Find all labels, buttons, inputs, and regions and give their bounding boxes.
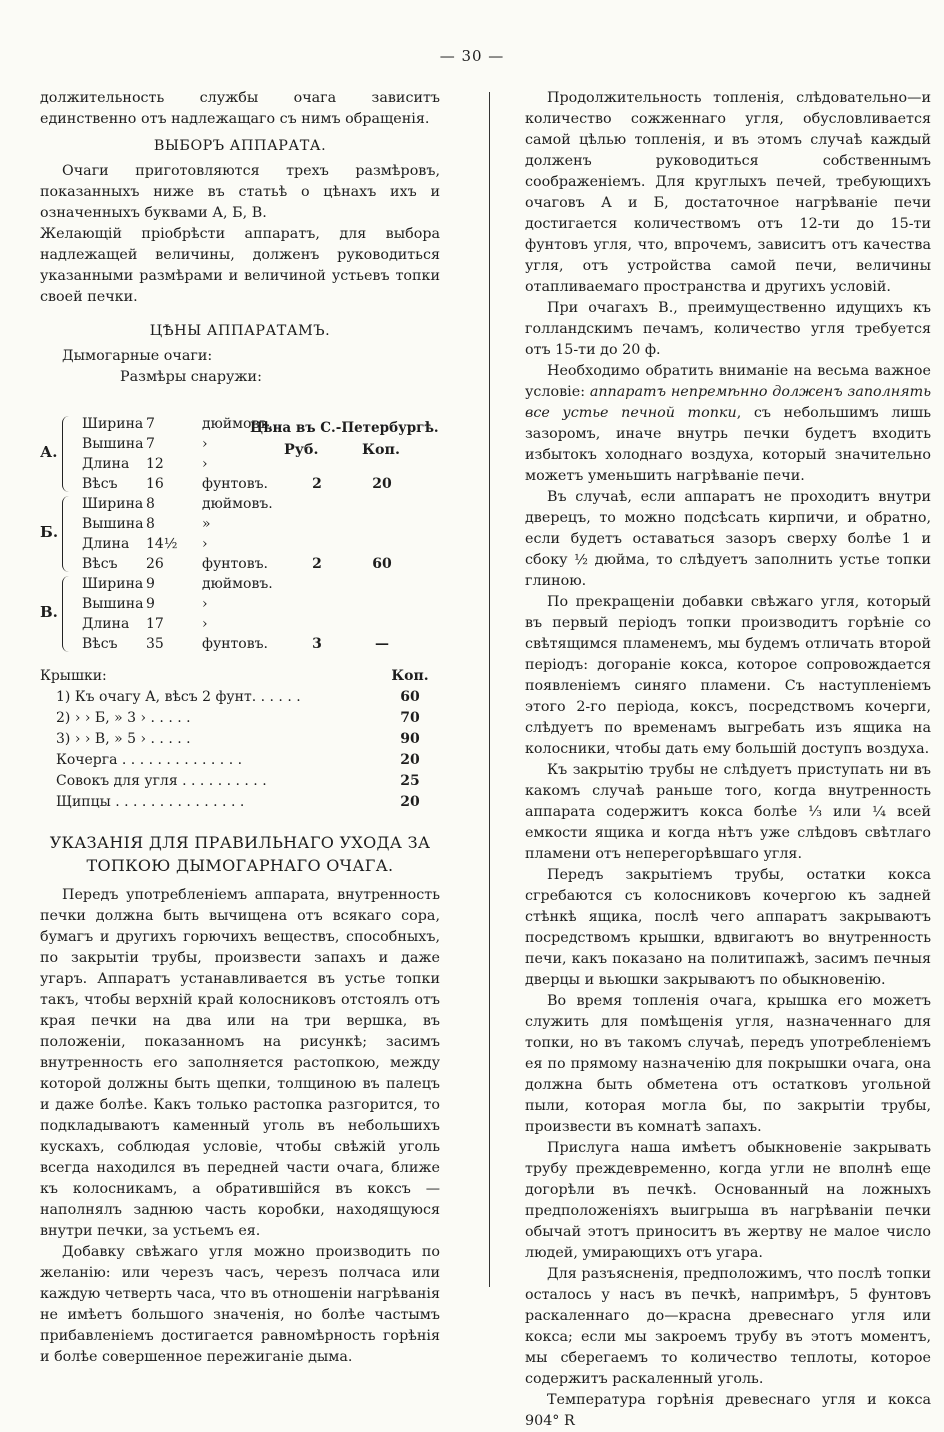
dimension-unit: дюймовъ.: [202, 416, 273, 432]
table-row: [40, 534, 440, 554]
dimension-value: 8: [146, 516, 155, 532]
subheading: Размѣры снаружи:: [120, 369, 262, 385]
dimension-unit: ›: [202, 436, 208, 452]
dimension-unit: »: [202, 516, 211, 532]
paragraph: Продолжительность топленія, слѣдовательно—и количество сожженнаго угля, обусловливается самой цѣлью топленія, и въ этомъ случаѣ каждый долженъ руководиться собственнымъ соображеніемъ. Для круглыхъ печей, требующихъ очаговъ А и Б, достаточное нагрѣваніе печи достигается количествомъ отъ 12-ти до 15-ти фунтовъ угля, что, впрочемъ, зависитъ отъ качества угля, отъ устройства самой печи, величины отапливаемаго пространства и другихъ условій.: [525, 90, 931, 295]
dimension-name: Вѣсъ: [82, 556, 118, 572]
dimension-name: Длина: [82, 536, 130, 552]
page-number: — 30 —: [439, 47, 505, 65]
lids-label: Крышки:: [40, 668, 107, 684]
table-row: [40, 634, 440, 654]
price-kop: —: [375, 636, 389, 652]
column-divider: [489, 92, 490, 1287]
sizes-price-table: [40, 392, 440, 664]
paragraph: Прислуга наша имѣетъ обыкновеніе закрывать трубу преждевременно, когда угли не вполнѣ еще догорѣли въ печкѣ. Основанный на ложныхъ предположеніяхъ выигрыша въ нагрѣваніи печки обычай этотъ приноситъ въ жертву не малое число людей, умирающихъ отъ угара.: [525, 1140, 931, 1261]
paragraph: должительность службы очага зависитъ единственно отъ надлежащаго съ нимъ обращенія.: [40, 90, 440, 127]
dimension-unit: ›: [202, 536, 208, 552]
group-letter: А.: [40, 443, 58, 461]
dimension-unit: ›: [202, 596, 208, 612]
dimension-value: 35: [146, 636, 164, 652]
lids-list: [40, 666, 440, 813]
paragraph: Передъ употребленіемъ аппарата, внутренность печки должна быть вычищена отъ всякаго сора, бумагъ и другихъ горючихъ веществъ, способныхъ, по закрытіи трубы, произвести запахъ и даже угаръ. Аппаратъ устанавливается въ устье топки такъ, чтобы верхній край колосниковъ отстоялъ отъ края печки на два или на три вершка, въ положеніи, показанномъ на рисункѣ; засимъ внутренность его заполняется растопкою, между которой должны быть щепки, толщиною въ палецъ и даже болѣе. Какъ только растопка разгорится, то подкладываютъ каменный уголь въ небольшихъ кускахъ, соблюдая условіе, чтобы свѣжій уголь всегда находился въ передней части очага, ближе къ колосникамъ, а обратившійся въ коксъ — наполнялъ заднюю часть коробки, находящуюся внутри печки, за устьемъ ея.: [40, 887, 440, 1239]
price-kop: 60: [372, 556, 392, 572]
table-row: [40, 594, 440, 614]
table-row: [40, 614, 440, 634]
price-header: Цѣна въ С.-Петербургѣ.: [250, 420, 439, 436]
dimension-name: Вышина: [82, 436, 144, 452]
paragraph: Желающій пріобрѣсти аппаратъ, для выбора надлежащей величины, долженъ руководиться указанными размѣрами и величиной устьевъ топки своей печки.: [40, 226, 440, 305]
list-item: Щипцы . . . . . . . . . . . . . . . 20: [56, 794, 420, 810]
price-rub: 3: [312, 636, 322, 652]
dimension-unit: ›: [202, 456, 208, 472]
dimension-value: 14½: [146, 536, 178, 552]
paragraph: Температура горѣнія древеснаго угля и кокса 904° R: [525, 1392, 931, 1429]
rub-header: Руб.: [284, 442, 319, 458]
paragraph: При очагахъ В., преимущественно идущихъ къ голландскимъ печамъ, количество угля требуется отъ 15-ти до 20 ф.: [525, 300, 931, 358]
kop-header: Коп.: [362, 442, 400, 458]
dimension-value: 9: [146, 576, 155, 592]
list-item: 1) Къ очагу А, вѣсъ 2 фунт. . . . . . 60: [56, 689, 420, 705]
list-item: 3) › › В, » 5 › . . . . . 90: [56, 731, 420, 747]
dimension-name: Ширина: [82, 496, 144, 512]
paragraph: Въ случаѣ, если аппаратъ не проходитъ внутри дверецъ, то можно подсѣсать кирпичи, и обратно, если будетъ оставаться зазоръ сверху болѣе 1 и сбоку ½ дюйма, то слѣдуетъ заполнить устье топки глиною.: [525, 489, 931, 589]
section-heading-care: УКАЗАНІЯ ДЛЯ ПРАВИЛЬНАГО УХОДА ЗА ТОПКОЮ ДЫМОГАРНАГО ОЧАГА.: [49, 833, 431, 875]
price-kop: 20: [372, 476, 392, 492]
right-column: [525, 88, 931, 1432]
table-row: [40, 574, 440, 594]
subheading: Дымогарные очаги:: [62, 348, 213, 364]
paragraph: По прекращеніи добавки свѣжаго угля, который въ первый періодъ топки производитъ горѣніе со свѣтящимся пламенемъ, мы будемъ отличать второй періодъ: догораніе кокса, которое сопровождается появленіемъ синяго пламени. Съ наступленіемъ этого 2-го періода, коксъ, посредствомъ кочерги, слѣдуетъ по временамъ выгребать изъ ящика на колосники, чтобы дать ему большій доступъ воздуха.: [525, 594, 931, 757]
dimension-value: 16: [146, 476, 164, 492]
table-row: [40, 474, 440, 494]
dimension-value: 26: [146, 556, 164, 572]
section-heading-choice: ВЫБОРЪ АППАРАТА.: [153, 138, 327, 154]
dimension-name: Длина: [82, 456, 130, 472]
section-heading-prices: ЦѢНЫ АППАРАТАМЪ.: [149, 323, 331, 339]
dimension-unit: фунтовъ.: [202, 556, 268, 572]
left-column: [40, 88, 440, 1368]
dimension-unit: фунтовъ.: [202, 476, 268, 492]
dimension-value: 7: [146, 436, 155, 452]
dimension-unit: дюймовъ.: [202, 496, 273, 512]
table-row: [40, 434, 440, 454]
dimension-name: Вѣсъ: [82, 476, 118, 492]
paragraph: Необходимо обратить вниманіе на весьма важное условіе: аппаратъ непремѣнно долженъ заполнять все устье печной топки, съ небольшимъ лишь зазоромъ, иначе внутрь печки будетъ входить избытокъ холоднаго воздуха, который значительно можетъ уменьшить нагрѣваніе печи.: [525, 363, 932, 484]
price-rub: 2: [312, 556, 322, 572]
table-row: [40, 494, 440, 514]
lids-header: [40, 666, 440, 687]
dimension-unit: ›: [202, 616, 208, 632]
dimension-value: 8: [146, 496, 155, 512]
dimension-name: Длина: [82, 616, 130, 632]
dimension-value: 9: [146, 596, 155, 612]
list-item: 2) › › Б, » 3 › . . . . . 70: [56, 710, 420, 726]
paragraph: Для разъясненія, предположимъ, что послѣ топки осталось у насъ въ печкѣ, напримѣръ, 5 фунтовъ раскаленнаго до—красна древеснаго угля или кокса; если мы закроемъ трубу въ этотъ моментъ, мы сберегаемъ то количество теплоты, которое содержитъ раскаленный уголь.: [525, 1266, 931, 1387]
paragraph: Во время топленія очага, крышка его можетъ служить для помѣщенія угля, назначеннаго для топки, но въ такомъ случаѣ, передъ употребленіемъ ея по прямому назначенію для покрышки очага, она должна быть обметена отъ остатковъ угольной пыли, которая могла бы, по закрытіи трубы, произвести въ комнатѣ запахъ.: [525, 993, 931, 1135]
dimension-value: 12: [146, 456, 164, 472]
dimension-value: 17: [146, 616, 164, 632]
list-item: Совокъ для угля . . . . . . . . . . 25: [56, 773, 420, 789]
paragraph: Къ закрытію трубы не слѣдуетъ приступать ни въ какомъ случаѣ раньше того, когда внутренность аппарата содержитъ кокса болѣе ⅓ или ¼ всей емкости ящика и когда нѣтъ уже слѣдовъ свѣтлаго пламени отъ неперегорѣвшаго угля.: [525, 762, 931, 862]
dimension-name: Вѣсъ: [82, 636, 118, 652]
paragraph: Передъ закрытіемъ трубы, остатки кокса сгребаются съ колосниковъ кочергою къ задней стѣнкѣ ящика, послѣ чего аппаратъ закрываютъ посредствомъ крышки, вдвигаютъ во внутренность печи, какъ показано на политипажѣ, засимъ печныя дверцы и вьюшки закрываютъ по обыкновенію.: [525, 867, 931, 988]
group-letter: В.: [40, 603, 58, 621]
dimension-name: Вышина: [82, 596, 144, 612]
dimension-name: Вышина: [82, 516, 144, 532]
emphasis: аппаратъ непремѣнно долженъ заполнять все устье печной топки: [525, 384, 931, 421]
group-letter: Б.: [40, 523, 59, 541]
table-row: [40, 514, 440, 534]
paragraph: Добавку свѣжаго угля можно производить по желанію: или черезъ часъ, черезъ полчаса или каждую четверть часа, что въ отношеніи нагрѣванія не имѣетъ большого значенія, но болѣе частымъ прибавленіемъ достигается равномѣрность горѣнія и болѣе совершенное пережиганіе дыма.: [40, 1244, 440, 1365]
price-rub: 2: [312, 476, 322, 492]
list-item: Кочерга . . . . . . . . . . . . . . 20: [56, 752, 420, 768]
dimension-name: Ширина: [82, 576, 144, 592]
lids-kop-header: Коп.: [391, 668, 429, 684]
table-row: [40, 454, 440, 474]
dimension-value: 7: [146, 416, 155, 432]
paragraph: Очаги приготовляются трехъ размѣровъ, показанныхъ ниже въ статьѣ о цѣнахъ ихъ и означенныхъ буквами А, Б, В.: [40, 163, 440, 221]
table-row: [40, 414, 440, 434]
dimension-name: Ширина: [82, 416, 144, 432]
dimension-unit: фунтовъ.: [202, 636, 268, 652]
dimension-unit: дюймовъ.: [202, 576, 273, 592]
table-row: [40, 554, 440, 574]
